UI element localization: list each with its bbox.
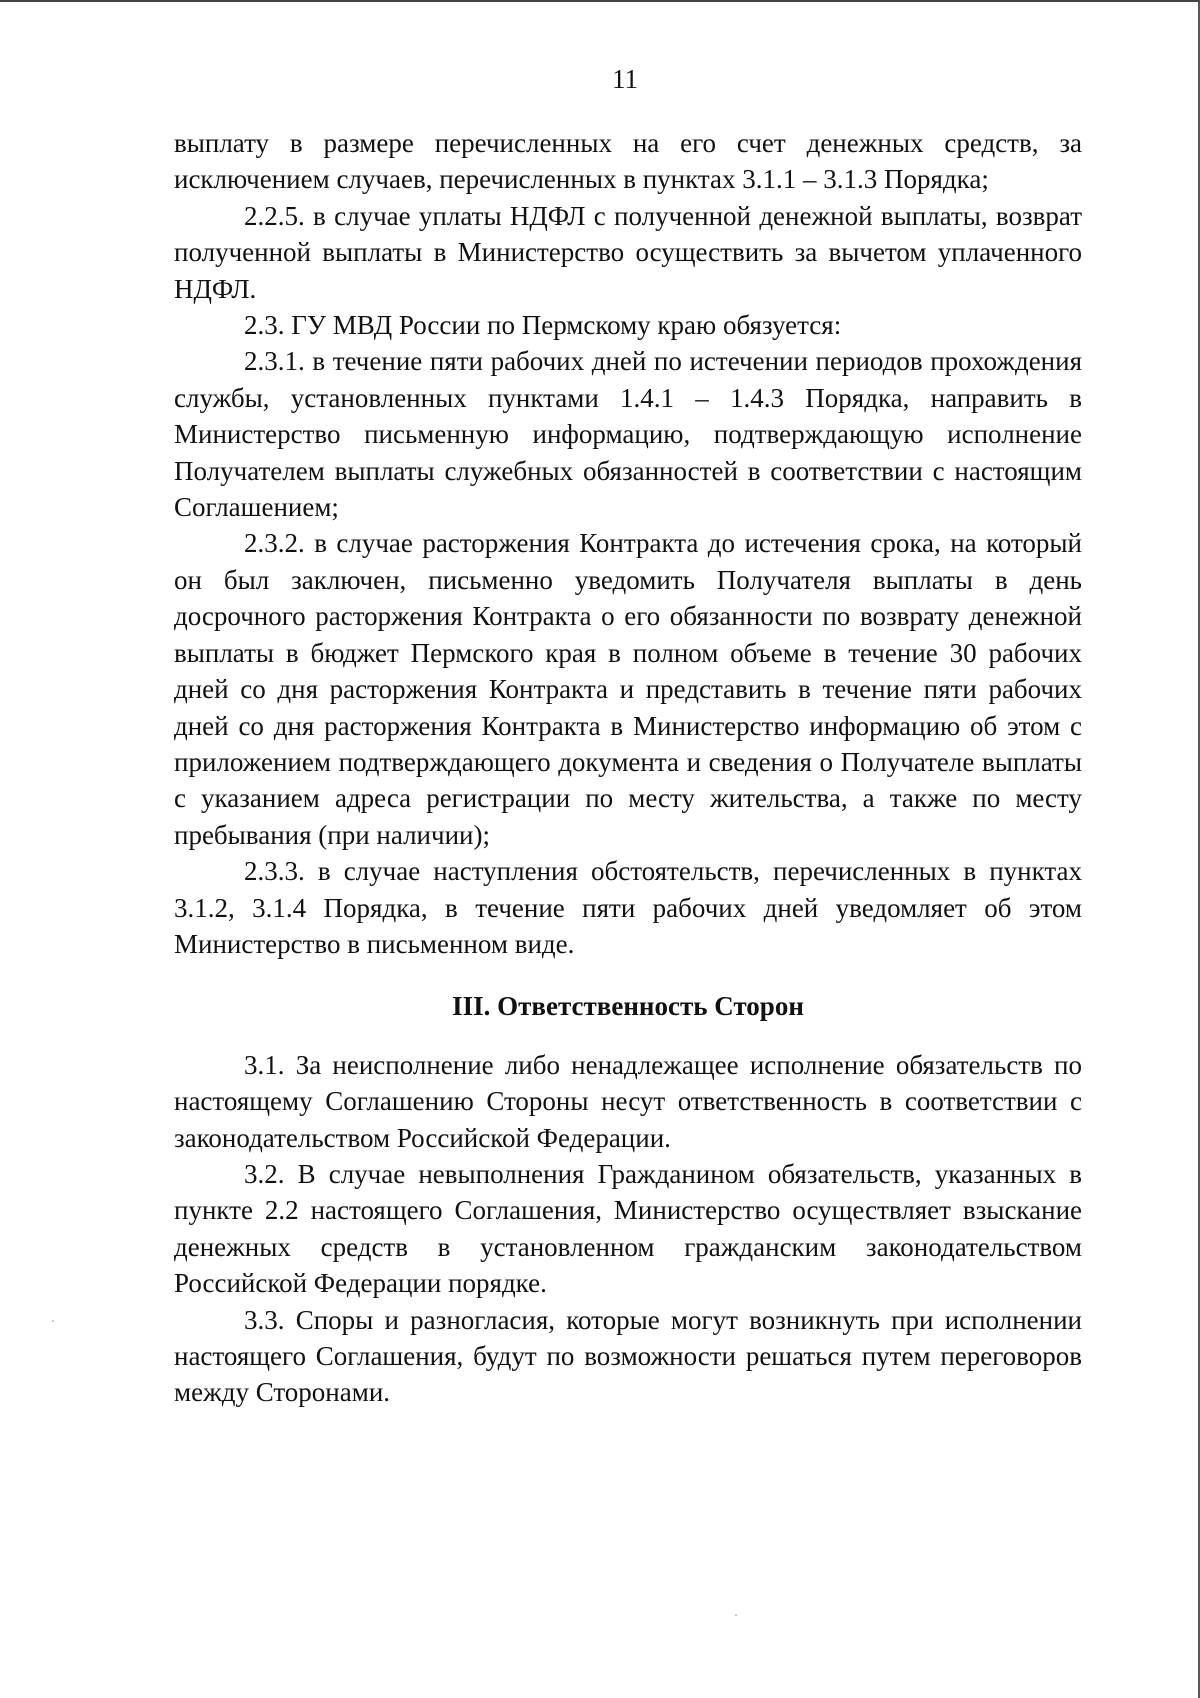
paragraph: 2.3.3. в случае наступления обстоятельств, перечисленных в пунктах 3.1.2, 3.1.4 Порядка, в течение пяти рабочих дней уведомляет об этом Министерство в письменном виде. (174, 856, 1082, 959)
paragraph: 2.3. ГУ МВД России по Пермскому краю обязуется: (244, 310, 842, 341)
document-body (174, 125, 1082, 1411)
paragraph: 2.3.2. в случае расторжения Контракта до истечения срока, на который он был заключен, письменно уведомить Получателя выплаты в день досрочного расторжения Контракта о его обязанности по возврату денежной выплаты в бюджет Пермского края в полном объеме в течение 30 рабочих дней со дня расторжения Контракта и представить в течение пяти рабочих дней со дня расторжения Контракта в Министерство информацию об этом с приложением подтверждающего документа и сведения о Получателе выплаты с указанием адреса регистрации по месту жительства, а также по месту пребывания (при наличии); (174, 528, 1082, 850)
paragraph: 3.2. В случае невыполнения Гражданином обязательств, указанных в пункте 2.2 настоящего Соглашения, Министерство осуществляет взыскание денежных средств в установленном гражданским законодательством Российской Федерации порядке. (174, 1158, 1082, 1299)
scan-speck (52, 1320, 54, 1322)
paragraph: выплату в размере перечисленных на его счет денежных средств, за исключением случаев, перечисленных в пунктах 3.1.1 – 3.1.3 Порядка; (174, 128, 1082, 195)
paragraphs-before-heading (174, 125, 1082, 962)
paragraph: 2.3.1. в течение пяти рабочих дней по истечении периодов прохождения службы, установленных пунктами 1.4.1 – 1.4.3 Порядка, направить в Министерство письменную информацию, подтверждающую исполнение Получателем выплаты служебных обязанностей в соответствии с настоящим Соглашением; (174, 346, 1082, 523)
paragraph: 2.2.5. в случае уплаты НДФЛ с полученной денежной выплаты, возврат полученной выплаты в Министерство осуществить за вычетом уплаченного НДФЛ. (174, 200, 1082, 304)
section-heading: III. Ответственность Сторон (452, 991, 804, 1022)
paragraphs-after-heading (174, 1047, 1082, 1411)
paragraph: 3.3. Споры и разногласия, которые могут возникнуть при исполнении настоящего Соглашения, будут по возможности решаться путем переговоров между Сторонами. (174, 1304, 1082, 1408)
scan-speck (735, 1614, 737, 1616)
page-number: 11 (612, 64, 638, 94)
paragraph: 3.1. За неисполнение либо ненадлежащее исполнение обязательств по настоящему Соглашению Стороны несут ответственность в соответствии с законодательством Российской Федерации. (174, 1049, 1082, 1153)
